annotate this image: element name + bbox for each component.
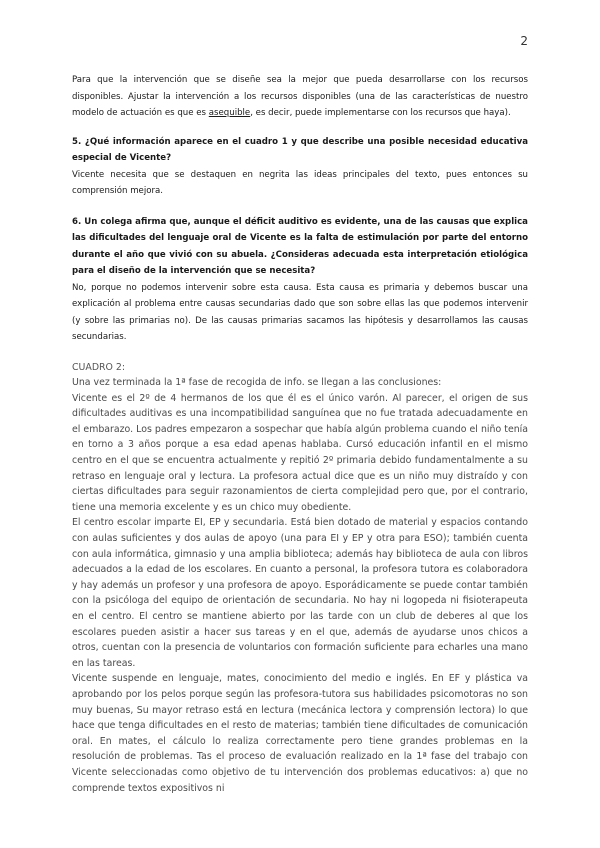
document-body bbox=[72, 72, 528, 796]
intro-text: Para que la intervención que se diseñe sea la mejor que pueda desarrollarse con los recursos disponibles. Ajustar la intervención a los recursos disponibles (una de las características de nuestro modelo de actuación es que es bbox=[72, 75, 528, 118]
question-6: 6. Un colega afirma que, aunque el déficit auditivo es evidente, una de las causas que explica las dificultades del lenguaje oral de Vicente es la falta de estimulación por parte del entorno durante el año que vivió con su abuela. ¿Consideras adecuada esta interpretación etiológica para el diseño de la intervención que se necesita? bbox=[72, 216, 528, 276]
cuadro-2-paragraph: Vicente es el 2º de 4 hermanos de los que él es el único varón. Al parecer, el origen de sus dificultades auditivas es una incompatibilidad sanguínea que no fue tratada adecuadamente en el embarazo. Los padres empezaron a sospechar que había algún problema cuando el niño tenía en torno a 3 años porque a esa edad apenas hablaba. Cursó educación infantil en el mismo centro en el que se encuentra actualmente y repitió 2º primaria debido fundamentalmente a su retraso en lenguaje oral y lectura. La profesora actual dice que es un niño muy distraído y con ciertas dificultades para seguir razonamientos de cierta complejidad pero que, por el contrario, tiene una memoria excelente y es un chico muy obediente. bbox=[72, 392, 528, 513]
cuadro-2-title: CUADRO 2: bbox=[72, 361, 126, 373]
question-5: 5. ¿Qué información aparece en el cuadro 1 y que describe una posible necesidad educativa especial de Vicente? bbox=[72, 136, 528, 163]
intro-paragraph bbox=[72, 72, 528, 122]
intro-text-end: , es decir, puede implementarse con los recursos que haya). bbox=[250, 108, 511, 118]
cuadro-2-paragraph: El centro escolar imparte EI, EP y secundaria. Está bien dotado de material y espacios contando con aulas suficientes y dos aulas de apoyo (una para EI y EP y otra para ESO); también cuenta con aula informática, gimnasio y una amplia biblioteca; además hay biblioteca de aula con libros adecuados a la edad de los escolares. En cuanto a personal, la profesora tutora es colaboradora y hay además un profesor y una profesora de apoyo. Esporádicamente se puede contar también con la psicóloga del equipo de orientación de secundaria. No hay ni logopeda ni fisioterapeuta en el centro. El centro se mantiene abierto por las tarde con un club de deberes al que los escolares pueden asistir a hacer sus tareas y en el que, además de ayudarse unos chicos a otros, cuentan con la presencia de voluntarios con formación suficiente para echarles una mano en las tareas. bbox=[72, 517, 528, 669]
cuadro-2-paragraph: Una vez terminada la 1ª fase de recogida de info. se llegan a las conclusiones: bbox=[72, 377, 442, 389]
cuadro-2 bbox=[72, 360, 528, 797]
answer-6: No, porque no podemos intervenir sobre esta causa. Esta causa es primaria y debemos buscar una explicación al problema entre causas secundarias dado que son sobre ellas las que podemos intervenir (y sobre las primarias no). De las causas primarias sacamos las hipótesis y desarrollamos las causas secundarias. bbox=[72, 282, 528, 342]
answer-5: Vicente necesita que se destaquen en negrita las ideas principales del texto, pues entonces su comprensión mejora. bbox=[72, 169, 528, 196]
cuadro-2-paragraph: Vicente suspende en lenguaje, mates, conocimiento del medio e inglés. En EF y plástica va aprobando por los pelos porque según las profesora-tutora sus habilidades psicomotoras no son muy buenas, Su mayor retraso está en lectura (mecánica lectora y comprensión lectora) lo que hace que tenga dificultades en el resto de materias; también tiene dificultades de comunicación oral. En mates, el cálculo lo realiza correctamente pero tiene grandes problemas en la resolución de problemas. Tas el proceso de evaluación realizado en la 1ª fase del trabajo con Vicente seleccionadas como objetivo de tu intervención dos problemas educativos: a) que no comprende textos expositivos ni bbox=[72, 673, 528, 794]
intro-underlined-word: asequible bbox=[208, 108, 251, 118]
page-number: 2 bbox=[520, 34, 528, 48]
